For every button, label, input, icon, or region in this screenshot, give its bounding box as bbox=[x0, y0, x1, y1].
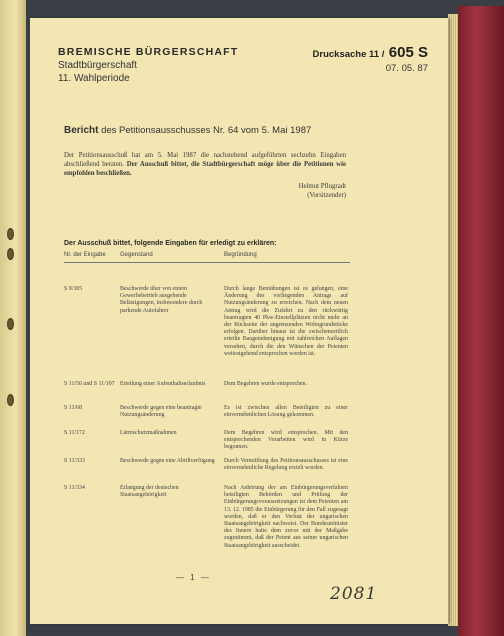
table-header bbox=[64, 252, 350, 263]
drucksache-number: 605 S bbox=[388, 44, 428, 61]
drucksache-label: Drucksache 11 / bbox=[312, 49, 385, 60]
intro-text: Der Petitionsausschuß hat am 5. Mai 1987 die nachstehend aufgeführten sechzehn Eingaben abschließend beraten. bbox=[64, 152, 346, 168]
header-reason: Begründung bbox=[224, 252, 257, 258]
petition-reason: Durch Vermittlung des Petitionsausschusses ist eine einvernehmliche Regelung erzielt worden. bbox=[224, 458, 348, 472]
petition-number: S 11/68 bbox=[64, 405, 82, 411]
document-header bbox=[58, 46, 428, 84]
page-stack-edge bbox=[448, 14, 458, 626]
signature-block bbox=[230, 182, 346, 200]
petition-subject: Lärmschutzmaßnahmen bbox=[120, 430, 177, 436]
drucksache-block bbox=[313, 44, 428, 74]
petition-number: S 11/172 bbox=[64, 430, 85, 436]
petition-number: S 9/305 bbox=[64, 286, 83, 292]
organization-name: BREMISCHE BÜRGERSCHAFT bbox=[58, 46, 239, 58]
petition-subject: Erlangung der deutschen Staatsangehörigkeit bbox=[120, 485, 179, 499]
chamber-name: Stadtbürgerschaft bbox=[58, 60, 137, 71]
binder-cover bbox=[458, 6, 504, 636]
intro-request: Der Ausschuß bittet, die Stadtbürgerschaft möge über die Petitionen wie empfohlen beschließen. bbox=[64, 161, 346, 177]
document-date: 07. 05. 87 bbox=[385, 63, 428, 74]
petition-reason: Durch lange Bemühungen ist es gelungen, eine Änderung des vorliegenden Antrags auf Nutzungsänderung zu erreichen. Nach dem neuen Antrag wird die Zufahrt zu den rückwärtig beantragten 40 Pkw-Einstellplätzen nicht mehr an der Rückseite der angrenzenden Wohngrundstücke erfolgen. Darüber hinaus ist die zwischenzeitlich erteilte Baugenehmigung mit zahlreichen Auflagen versehen, durch die den Wünschen der Petenten weitestgehend entsprochen worden ist. bbox=[224, 286, 348, 357]
report-title-rest: des Petitionsausschusses Nr. 64 vom 5. Mai 1987 bbox=[101, 125, 312, 136]
legislative-period: 11. Wahlperiode bbox=[58, 73, 130, 84]
header-subject: Gegenstand bbox=[120, 252, 153, 258]
petition-reason: Dem Begehren wurde entsprochen. bbox=[224, 381, 308, 387]
report-title-bold: Bericht bbox=[64, 125, 99, 136]
binder-left-edge bbox=[0, 0, 26, 636]
petition-number: S 11/334 bbox=[64, 485, 85, 491]
petition-subject: Beschwerde gegen eine beantragte Nutzungsänderung bbox=[120, 405, 202, 419]
signatory-name: Helmut Pflugradt bbox=[298, 183, 346, 190]
petition-number: S 11/56 und S 11/107 bbox=[64, 381, 115, 387]
petition-reason: Nach Anhörung der am Einbürgerungsverfahren beteiligten Behörden und Prüfung der Einbürgerungsvoraussetzungen ist dem Petenten am 13. 12. 1985 die Einbürgerung für den Fall zugesagt worden, daß er den Verlust der ungarischen Staatsangehörigkeit nachweist. Der Bundesminister des Innern hatte dem zuvor mit der Maßgabe zugestimmt, daß der Petent aus seiner ungarischen Staatsangehörigkeit ausscheidet. bbox=[224, 485, 348, 549]
petition-subject: Beschwerde gegen eine Abrißverfügung bbox=[120, 458, 215, 464]
petition-subject: Erteilung einer Aufenthaltserlaubnis bbox=[120, 381, 206, 387]
intro-paragraph bbox=[64, 151, 346, 178]
petition-number: S 11/333 bbox=[64, 458, 85, 464]
punch-hole bbox=[7, 228, 14, 240]
petition-reason: Es ist zwischen allen Beteiligten zu einer einvernehmlichen Lösung gekommen. bbox=[224, 405, 348, 419]
signatory-role: (Vorsitzender) bbox=[307, 192, 346, 199]
punch-hole bbox=[7, 318, 14, 330]
handwritten-number: 2081 bbox=[330, 584, 378, 604]
report-title bbox=[64, 125, 311, 136]
punch-hole bbox=[7, 394, 14, 406]
header-nr: Nr. der Eingabe bbox=[64, 252, 106, 258]
petition-subject: Beschwerde über von einem Gewerbebetrieb ausgehende Belästigungen, insbesondere durch parkende Autofahrer bbox=[120, 286, 203, 314]
page-number: — 1 — bbox=[176, 573, 211, 582]
petition-reason: Dem Begehren wird entsprochen. Mit den entsprechenden Vorarbeiten wird in Kürze begonnen. bbox=[224, 430, 348, 451]
table-section-title: Der Ausschuß bittet, folgende Eingaben für erledigt zu erklären: bbox=[64, 240, 277, 247]
punch-hole bbox=[7, 248, 14, 260]
